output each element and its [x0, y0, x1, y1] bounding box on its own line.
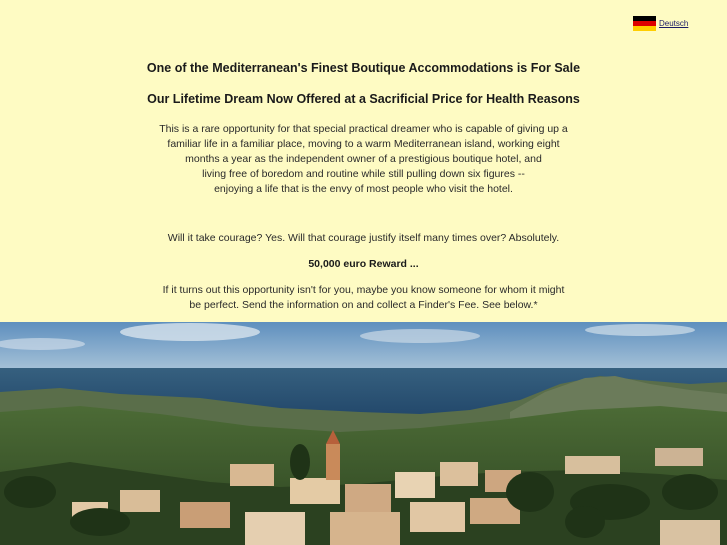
- intro-line: months a year as the independent owner of a prestigious boutique hotel, and: [185, 153, 542, 165]
- courage-text: Will it take courage? Yes. Will that courage justify itself many times over? Absolutely.: [167, 232, 560, 244]
- cloud: [585, 324, 695, 336]
- language-switcher[interactable]: [633, 16, 688, 31]
- german-flag-icon[interactable]: [633, 16, 656, 31]
- cloud: [360, 329, 480, 343]
- finder-paragraph: [140, 283, 587, 313]
- mallorca-village-photo: [0, 322, 727, 545]
- reward-text: 50,000 euro Reward ...: [308, 258, 419, 270]
- intro-line: familiar life in a familiar place, moving to a warm Mediterranean island, working eight: [167, 138, 560, 150]
- deutsch-link[interactable]: Deutsch: [659, 19, 689, 28]
- page-subheadline: Our Lifetime Dream Now Offered at a Sacrificial Price for Health Reasons: [147, 92, 580, 106]
- intro-line: enjoying a life that is the envy of most people who visit the hotel.: [214, 183, 513, 195]
- intro-line: living free of boredom and routine while still pulling down six figures --: [202, 168, 525, 180]
- intro-paragraph: [140, 122, 587, 197]
- finder-line: be perfect. Send the information on and collect a Finder's Fee. See below.*: [189, 299, 538, 311]
- cloud: [120, 323, 260, 341]
- intro-line: This is a rare opportunity for that special practical dreamer who is capable of giving up a: [159, 123, 568, 135]
- page-headline: One of the Mediterranean's Finest Boutique Accommodations is For Sale: [146, 61, 581, 75]
- finder-line: If it turns out this opportunity isn't for you, maybe you know someone for whom it might: [162, 284, 565, 296]
